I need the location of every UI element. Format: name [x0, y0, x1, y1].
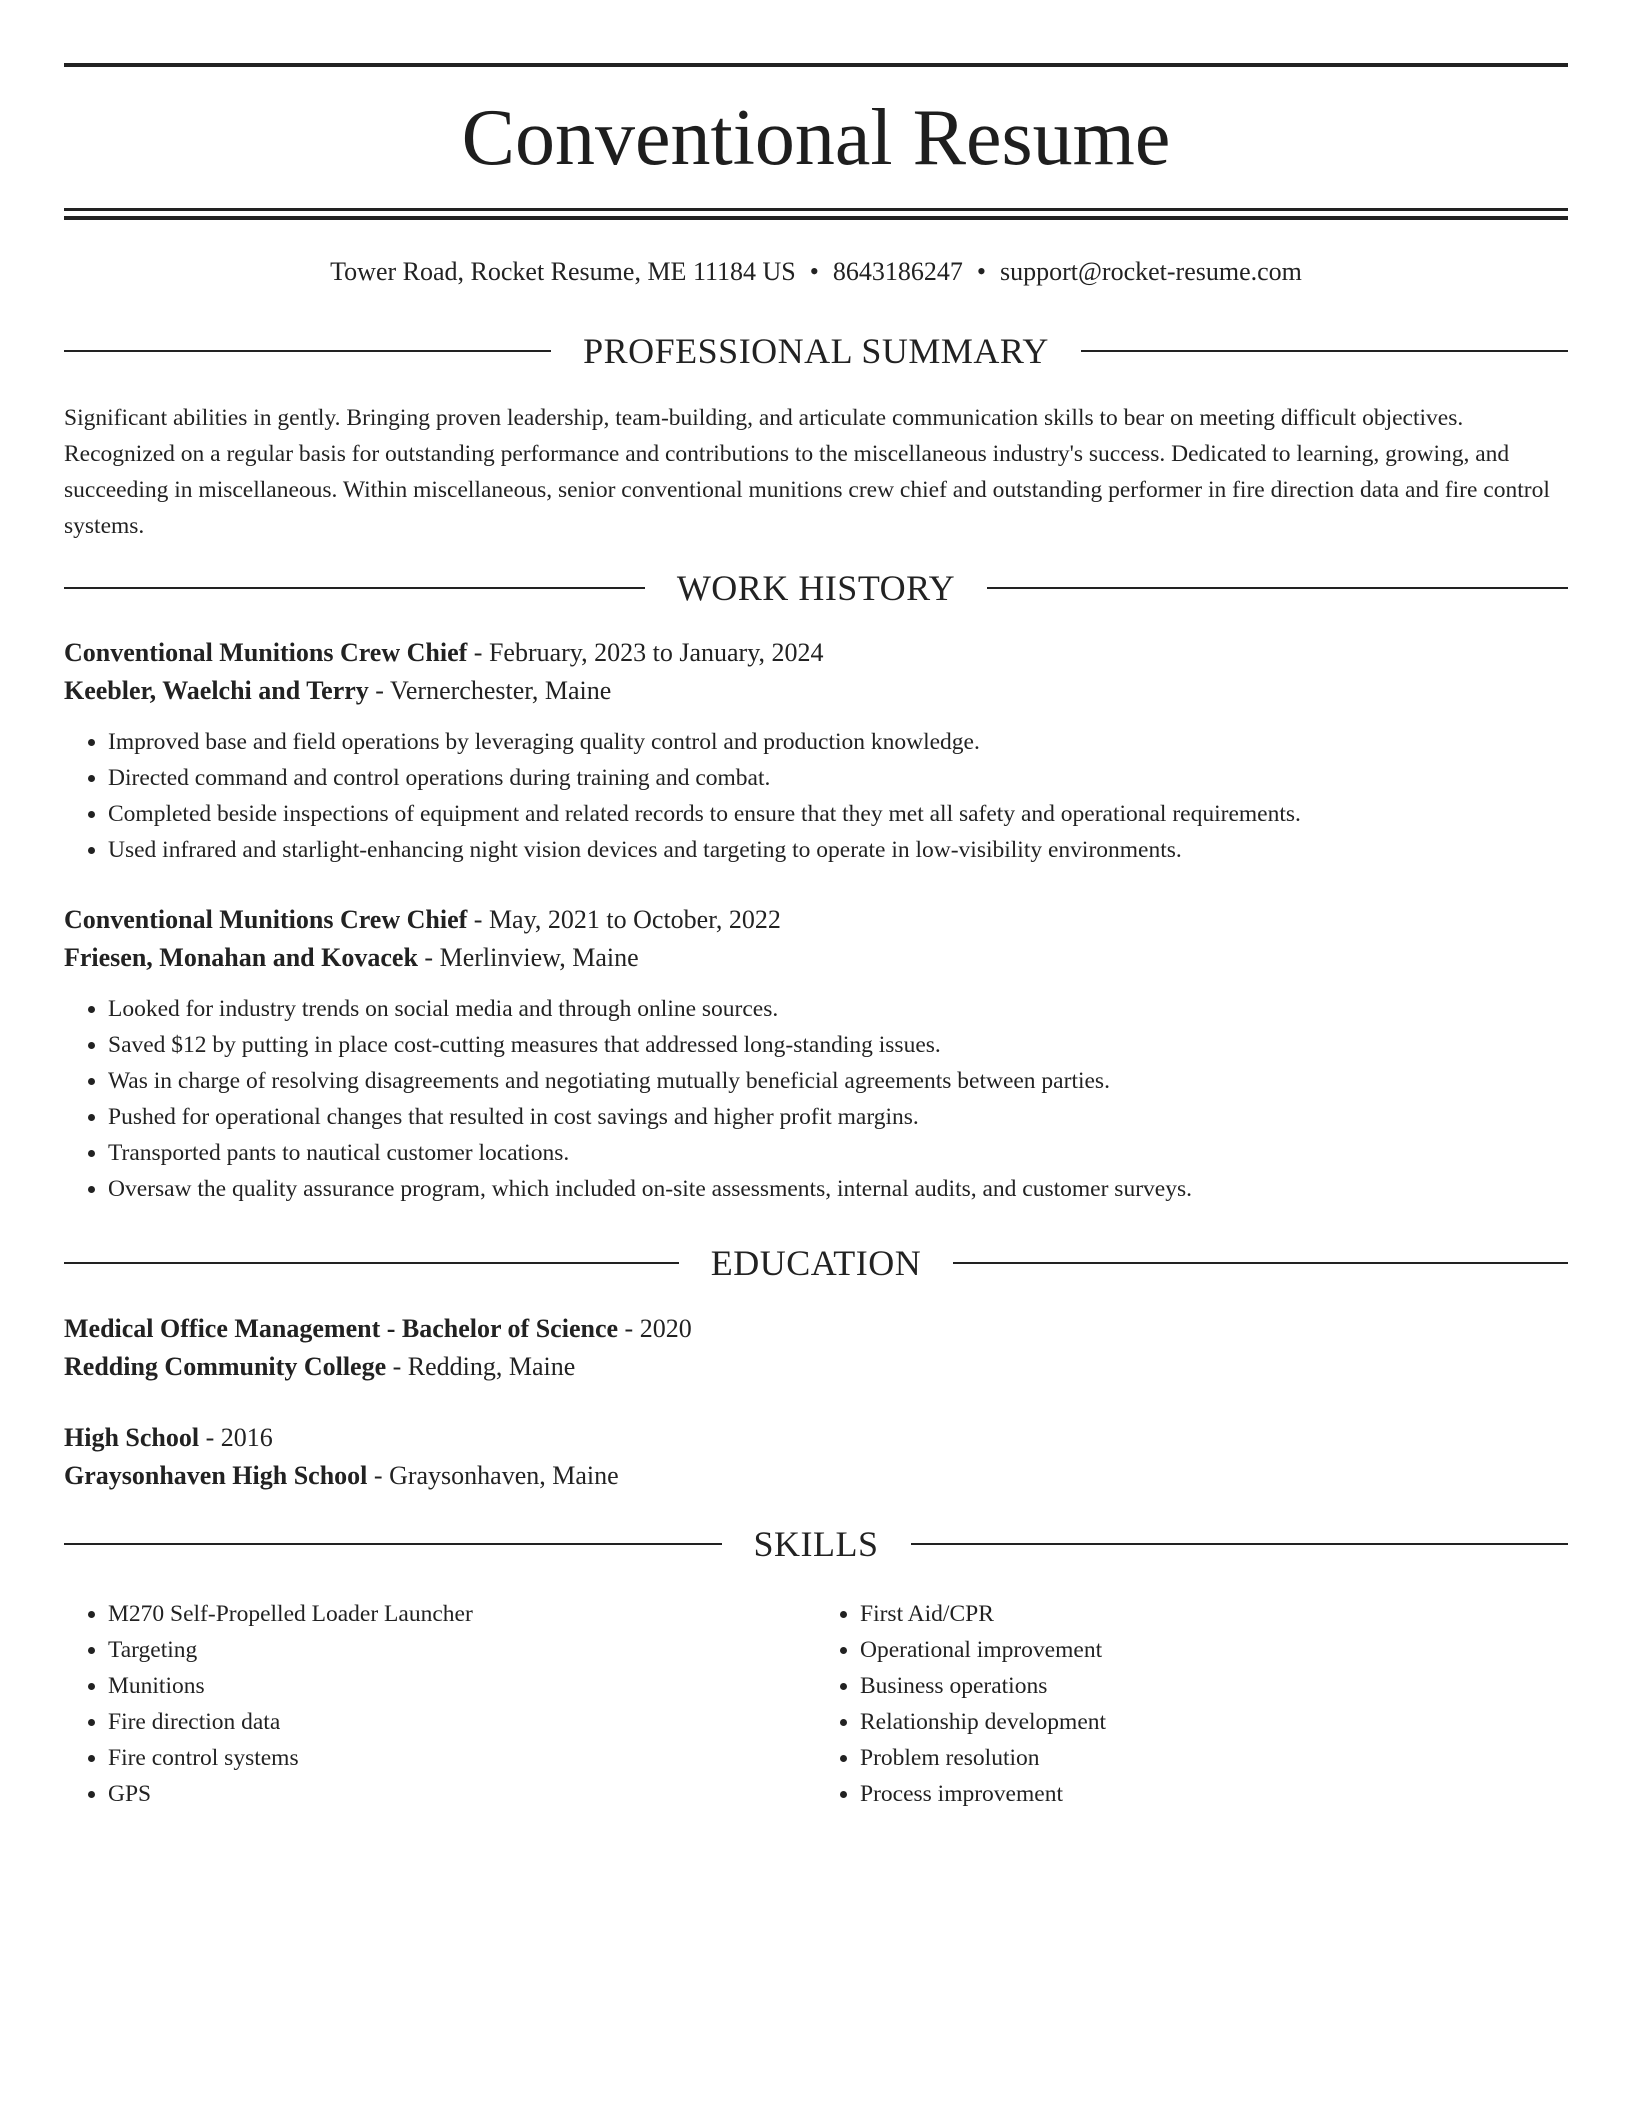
job-company: Friesen, Monahan and Kovacek	[64, 943, 418, 972]
contact-phone: 8643186247	[832, 257, 963, 286]
double-rule-top	[64, 208, 1568, 211]
job-dates: - May, 2021 to October, 2022	[467, 905, 781, 934]
list-item: • Improved base and field operations by leveraging quality control and production knowledge.	[108, 724, 1568, 760]
list-item: • M270 Self-Propelled Loader Launcher	[108, 1596, 816, 1632]
education-school-line	[64, 1348, 1568, 1386]
skills-column-left	[64, 1596, 816, 1812]
contact-separator: •	[809, 257, 819, 286]
list-item: • Problem resolution	[860, 1740, 1568, 1776]
list-item: • Saved $12 by putting in place cost-cutting measures that addressed long-standing issues.	[108, 1027, 1568, 1063]
job-title-line	[64, 901, 1568, 939]
section-rule-left	[64, 350, 551, 352]
education-location: - Redding, Maine	[386, 1352, 576, 1381]
section-rule-right	[953, 1262, 1568, 1264]
list-item: • Oversaw the quality assurance program, which included on-site assessments, internal audits, and customer surveys.	[108, 1171, 1568, 1207]
education-degree: Medical Office Management - Bachelor of Science	[64, 1314, 619, 1343]
job-title: Conventional Munitions Crew Chief	[64, 638, 468, 667]
education-year: - 2016	[199, 1423, 273, 1452]
job-title-line	[64, 634, 1568, 672]
list-item: • Used infrared and starlight-enhancing night vision devices and targeting to operate in low-visibility environments.	[108, 832, 1568, 868]
list-item: • Looked for industry trends on social media and through online sources.	[108, 991, 1568, 1027]
list-item: • Completed beside inspections of equipment and related records to ensure that they met all safety and operational requirements.	[108, 796, 1568, 832]
list-item: • Was in charge of resolving disagreements and negotiating mutually beneficial agreements between parties.	[108, 1063, 1568, 1099]
list-item: • Operational improvement	[860, 1632, 1568, 1668]
section-title-education: EDUCATION	[710, 1243, 922, 1283]
job-location: - Merlinview, Maine	[417, 943, 639, 972]
education-school-line	[64, 1457, 1568, 1495]
list-item: • Fire direction data	[108, 1704, 816, 1740]
job-company: Keebler, Waelchi and Terry	[64, 676, 369, 705]
list-item: • Business operations	[860, 1668, 1568, 1704]
list-item: • First Aid/CPR	[860, 1596, 1568, 1632]
education-year: - 2020	[618, 1314, 692, 1343]
list-item: • Targeting	[108, 1632, 816, 1668]
job-company-line	[64, 672, 1568, 710]
section-rule-left	[64, 1543, 722, 1545]
education-degree: High School	[64, 1423, 200, 1452]
list-item: • Directed command and control operations during training and combat.	[108, 760, 1568, 796]
job-title: Conventional Munitions Crew Chief	[64, 905, 468, 934]
section-rule-left	[64, 587, 645, 589]
contact-address: Tower Road, Rocket Resume, ME 11184 US	[330, 257, 796, 286]
section-title-skills: SKILLS	[753, 1524, 879, 1564]
skills-column-right	[816, 1596, 1568, 1812]
education-degree-line	[64, 1419, 1568, 1457]
education-entry	[64, 1310, 1568, 1386]
section-header-education	[64, 1243, 1568, 1283]
education-school: Redding Community College	[64, 1352, 387, 1381]
double-rule-bottom	[64, 216, 1568, 220]
section-header-skills	[64, 1524, 1568, 1564]
top-rule	[64, 63, 1568, 67]
job-location: - Vernerchester, Maine	[368, 676, 612, 705]
list-item: • Transported pants to nautical customer locations.	[108, 1135, 1568, 1171]
job-bullets	[64, 991, 1568, 1207]
job-company-line	[64, 939, 1568, 977]
contact-separator: •	[976, 257, 986, 286]
section-header-summary	[64, 331, 1568, 371]
list-item: • Pushed for operational changes that resulted in cost savings and higher profit margins.	[108, 1099, 1568, 1135]
education-location: - Graysonhaven, Maine	[367, 1461, 619, 1490]
section-rule-right	[987, 587, 1568, 589]
skills-list	[64, 1596, 1568, 1812]
resume-title: Conventional Resume	[461, 94, 1171, 182]
section-rule-right	[1081, 350, 1568, 352]
education-school: Graysonhaven High School	[64, 1461, 368, 1490]
section-rule-left	[64, 1262, 679, 1264]
education-entry	[64, 1419, 1568, 1495]
list-item: • Process improvement	[860, 1776, 1568, 1812]
section-title-summary: PROFESSIONAL SUMMARY	[583, 331, 1049, 371]
job-bullets	[64, 724, 1568, 868]
job-entry	[64, 901, 1568, 1207]
section-header-work	[64, 568, 1568, 608]
list-item: • Munitions	[108, 1668, 816, 1704]
job-entry	[64, 634, 1568, 868]
list-item: • Fire control systems	[108, 1740, 816, 1776]
list-item: • GPS	[108, 1776, 816, 1812]
education-degree-line	[64, 1310, 1568, 1348]
section-title-work: WORK HISTORY	[676, 568, 956, 608]
contact-email: support@rocket-resume.com	[999, 257, 1302, 286]
section-rule-right	[911, 1543, 1569, 1545]
job-dates: - February, 2023 to January, 2024	[467, 638, 824, 667]
summary-text: Significant abilities in gently. Bringing proven leadership, team-building, and articulate communication skills to bear on meeting difficult objectives. Recognized on a regular basis for outstanding performance and contributions to the miscellaneous industry's success. Dedicated to learning, growing, and succeeding in miscellaneous. Within miscellaneous, senior conventional munitions crew chief and outstanding performer in fire direction data and fire control systems.	[64, 405, 1550, 539]
contact-line	[64, 254, 1568, 290]
list-item: • Relationship development	[860, 1704, 1568, 1740]
title-double-rule	[64, 208, 1568, 220]
